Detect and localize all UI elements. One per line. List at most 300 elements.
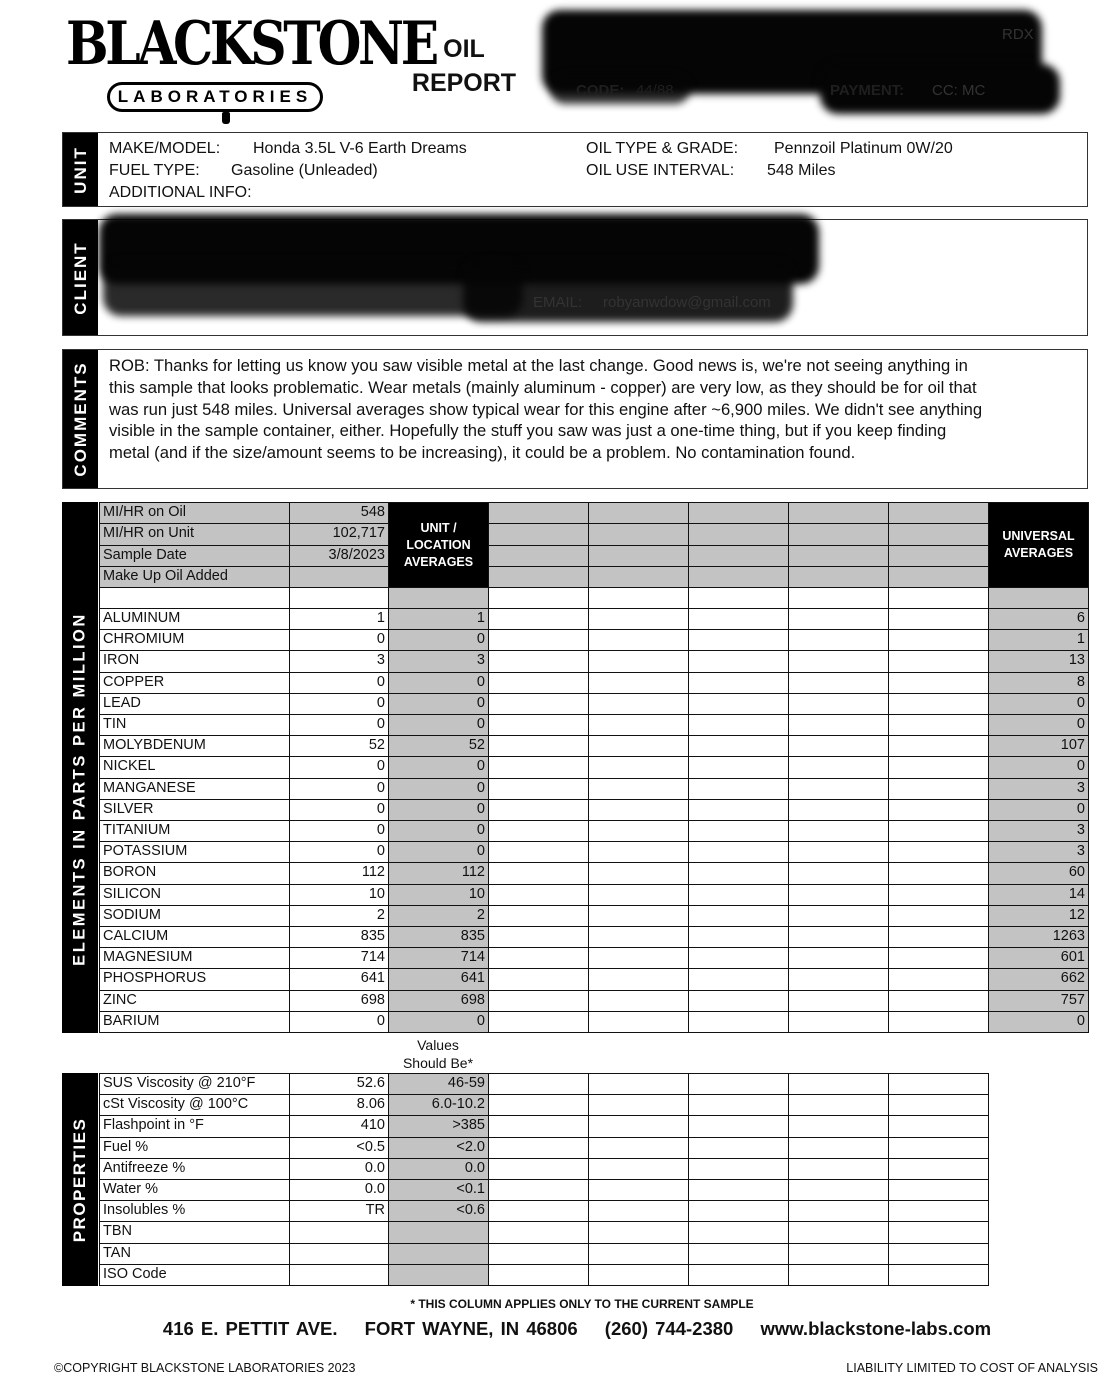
element-history-cell [888,735,989,757]
element-value: 698 [289,990,389,1012]
property-history-cell [888,1158,989,1180]
property-history-cell [788,1243,889,1265]
property-value: 0.0 [289,1179,389,1201]
element-unit-average: 2 [388,905,489,927]
element-history-cell [488,968,589,991]
property-history-cell [588,1200,689,1222]
property-history-cell [488,1115,589,1138]
phone-number: (260) 744-2380 [604,1318,734,1339]
history-sample-info-cell [888,523,989,546]
property-should-be [388,1264,489,1286]
element-universal-average: 0 [988,1011,1089,1033]
element-history-cell [688,799,789,821]
sample-info-label: Make Up Oil Added [99,566,290,588]
property-should-be [388,1243,489,1265]
property-history-cell [688,1221,789,1244]
property-history-cell [688,1264,789,1286]
spacer-cell [688,587,789,609]
property-should-be: 0.0 [388,1158,489,1180]
element-history-cell [888,1011,989,1033]
property-history-cell [688,1137,789,1159]
element-history-cell [488,841,589,863]
property-history-cell [588,1264,689,1286]
element-history-cell [488,884,589,906]
history-sample-info-cell [688,502,789,524]
element-history-cell [688,714,789,736]
liability-notice: LIABILITY LIMITED TO COST OF ANALYSIS [846,1361,1098,1375]
property-history-cell [688,1094,789,1116]
element-value: 0 [289,693,389,715]
element-history-cell [488,905,589,927]
property-history-cell [588,1094,689,1116]
history-sample-info-cell [688,523,789,546]
element-history-cell [688,693,789,715]
property-history-cell [688,1243,789,1265]
property-name: TBN [99,1221,290,1244]
spacer-cell [289,587,389,609]
history-sample-info-cell [788,545,889,567]
spacer-cell [388,587,489,609]
element-history-cell [488,650,589,673]
element-unit-average: 0 [388,693,489,715]
oil-type-label: OIL TYPE & GRADE: [586,140,739,157]
element-history-cell [788,862,889,885]
element-history-cell [588,926,689,948]
element-name: ALUMINUM [99,608,290,630]
spacer-cell [888,587,989,609]
column-footnote: * THIS COLUMN APPLIES ONLY TO THE CURRENT SAMPLE [410,1297,754,1311]
element-history-cell [688,947,789,969]
history-sample-info-cell [488,545,589,567]
report-title-line2: REPORT [411,69,517,97]
element-name: SILICON [99,884,290,906]
element-value: 714 [289,947,389,969]
element-unit-average: 698 [388,990,489,1012]
sample-info-value: 102,717 [289,523,389,546]
element-history-cell [588,650,689,673]
element-history-cell [888,841,989,863]
element-universal-average: 0 [988,799,1089,821]
property-should-be: <2.0 [388,1137,489,1159]
property-history-cell [488,1243,589,1265]
element-history-cell [788,756,889,779]
element-value: 0 [289,778,389,800]
element-history-cell [688,926,789,948]
element-universal-average: 60 [988,862,1089,885]
email-value: robyanwdow@gmail.com [603,294,771,311]
property-history-cell [788,1179,889,1201]
element-name: MOLYBDENUM [99,735,290,757]
element-name: SODIUM [99,905,290,927]
history-sample-info-cell [888,545,989,567]
should-be-header-line2: Should Be* [402,1055,474,1071]
property-value [289,1221,389,1244]
element-unit-average: 0 [388,841,489,863]
property-name: SUS Viscosity @ 210°F [99,1073,290,1095]
element-history-cell [788,820,889,842]
element-history-cell [488,990,589,1012]
element-name: ZINC [99,990,290,1012]
comments-section [62,349,1088,489]
element-history-cell [688,735,789,757]
element-universal-average: 662 [988,968,1089,991]
property-name: Flashpoint in °F [99,1115,290,1138]
oil-interval-value: 548 Miles [767,162,836,179]
element-history-cell [788,693,889,715]
element-history-cell [788,905,889,927]
element-history-cell [788,608,889,630]
element-universal-average: 8 [988,672,1089,694]
property-history-cell [488,1264,589,1286]
element-name: BARIUM [99,1011,290,1033]
property-value: 0.0 [289,1158,389,1180]
sample-info-label: MI/HR on Unit [99,523,290,546]
property-history-cell [488,1179,589,1201]
element-history-cell [588,693,689,715]
properties-section-label-bar [62,1073,98,1286]
element-universal-average: 107 [988,735,1089,757]
property-value [289,1243,389,1265]
property-value: 8.06 [289,1094,389,1116]
element-history-cell [688,820,789,842]
spacer-cell [788,587,889,609]
element-history-cell [888,608,989,630]
property-history-cell [888,1243,989,1265]
element-history-cell [588,735,689,757]
lab-address [0,1318,1114,1340]
street-address: 416 E. PETTIT AVE. [162,1318,338,1339]
property-history-cell [788,1137,889,1159]
copyright-notice: ©COPYRIGHT BLACKSTONE LABORATORIES 2023 [54,1361,356,1375]
history-sample-info-cell [688,545,789,567]
element-value: 835 [289,926,389,948]
element-unit-average: 3 [388,650,489,673]
element-history-cell [888,756,989,779]
element-history-cell [888,947,989,969]
element-history-cell [888,693,989,715]
element-history-cell [788,672,889,694]
client-section-label: CLIENT [70,240,90,315]
element-history-cell [888,884,989,906]
element-value: 0 [289,841,389,863]
property-value: 52.6 [289,1073,389,1095]
property-history-cell [488,1073,589,1095]
element-universal-average: 12 [988,905,1089,927]
element-history-cell [788,799,889,821]
oil-type-value: Pennzoil Platinum 0W/20 [774,140,953,157]
element-universal-average: 0 [988,714,1089,736]
element-history-cell [488,926,589,948]
element-name: CHROMIUM [99,629,290,651]
element-history-cell [588,672,689,694]
element-history-cell [488,756,589,779]
property-history-cell [888,1179,989,1201]
property-history-cell [788,1073,889,1095]
city-state-zip: FORT WAYNE, IN 46806 [364,1318,578,1339]
element-universal-average: 1263 [988,926,1089,948]
element-value: 0 [289,629,389,651]
property-should-be: >385 [388,1115,489,1138]
element-unit-average: 0 [388,756,489,779]
payment-value: CC: MC [932,82,986,99]
element-history-cell [788,714,889,736]
element-history-cell [688,990,789,1012]
element-history-cell [888,905,989,927]
code-value: 44/88 [636,82,674,99]
element-name: COPPER [99,672,290,694]
element-value: 0 [289,714,389,736]
property-value [289,1264,389,1286]
history-sample-info-cell [888,566,989,588]
element-history-cell [588,756,689,779]
element-history-cell [588,714,689,736]
spacer-cell [99,587,290,609]
element-value: 3 [289,650,389,673]
element-unit-average: 0 [388,714,489,736]
element-unit-average: 112 [388,862,489,885]
element-history-cell [888,990,989,1012]
property-history-cell [888,1137,989,1159]
property-history-cell [488,1158,589,1180]
property-history-cell [588,1137,689,1159]
element-history-cell [488,947,589,969]
property-history-cell [688,1179,789,1201]
element-unit-average: 835 [388,926,489,948]
element-unit-average: 714 [388,947,489,969]
history-sample-info-cell [788,502,889,524]
code-label: CODE: [576,82,625,99]
element-history-cell [588,608,689,630]
sample-info-value: 548 [289,502,389,524]
property-history-cell [888,1264,989,1286]
element-history-cell [488,629,589,651]
element-history-cell [888,672,989,694]
element-history-cell [688,672,789,694]
element-universal-average: 0 [988,693,1089,715]
element-history-cell [788,841,889,863]
property-history-cell [688,1073,789,1095]
element-history-cell [788,926,889,948]
property-history-cell [788,1221,889,1244]
property-history-cell [888,1200,989,1222]
element-history-cell [888,629,989,651]
element-history-cell [788,629,889,651]
element-history-cell [588,841,689,863]
property-history-cell [688,1115,789,1138]
element-history-cell [588,905,689,927]
element-history-cell [688,629,789,651]
element-history-cell [588,884,689,906]
property-history-cell [488,1094,589,1116]
history-sample-info-cell [588,502,689,524]
element-name: BORON [99,862,290,885]
property-should-be: <0.1 [388,1179,489,1201]
element-history-cell [488,693,589,715]
element-history-cell [688,862,789,885]
client-section-label-bar [63,220,98,335]
element-universal-average: 6 [988,608,1089,630]
element-unit-average: 0 [388,629,489,651]
element-history-cell [888,968,989,991]
element-history-cell [588,862,689,885]
element-value: 0 [289,1011,389,1033]
property-name: Fuel % [99,1137,290,1159]
property-history-cell [488,1137,589,1159]
element-history-cell [488,672,589,694]
spacer-cell [988,587,1089,609]
property-history-cell [488,1200,589,1222]
sample-info-label: MI/HR on Oil [99,502,290,524]
element-history-cell [888,799,989,821]
element-name: TIN [99,714,290,736]
property-history-cell [588,1158,689,1180]
element-history-cell [788,947,889,969]
logo-subtitle: LABORATORIES [107,82,323,112]
element-value: 0 [289,799,389,821]
property-history-cell [488,1221,589,1244]
property-history-cell [688,1158,789,1180]
element-history-cell [688,905,789,927]
element-history-cell [688,1011,789,1033]
property-history-cell [788,1115,889,1138]
element-unit-average: 10 [388,884,489,906]
property-history-cell [788,1264,889,1286]
comments-section-label-bar [63,350,98,488]
element-unit-average: 0 [388,672,489,694]
element-universal-average: 13 [988,650,1089,673]
element-history-cell [588,778,689,800]
property-history-cell [588,1179,689,1201]
element-universal-average: 601 [988,947,1089,969]
element-unit-average: 1 [388,608,489,630]
spacer-cell [488,587,589,609]
element-unit-average: 641 [388,968,489,991]
history-sample-info-cell [488,566,589,588]
property-history-cell [888,1221,989,1244]
property-history-cell [888,1115,989,1138]
payment-label: PAYMENT: [830,82,905,99]
element-history-cell [788,778,889,800]
report-title [400,32,528,100]
elements-section-label: ELEMENTS IN PARTS PER MILLION [70,611,89,966]
element-history-cell [788,968,889,991]
element-history-cell [488,1011,589,1033]
unit-location-averages-header: UNIT / LOCATION AVERAGES [388,502,489,588]
element-value: 0 [289,756,389,779]
property-should-be: 46-59 [388,1073,489,1095]
history-sample-info-cell [888,502,989,524]
element-unit-average: 52 [388,735,489,757]
property-value: 410 [289,1115,389,1138]
universal-averages-header: UNIVERSAL AVERAGES [988,502,1089,588]
element-history-cell [488,714,589,736]
comments-section-label: COMMENTS [70,361,90,477]
history-sample-info-cell [588,566,689,588]
properties-section-label: PROPERTIES [70,1117,89,1242]
element-history-cell [888,778,989,800]
oil-interval-label: OIL USE INTERVAL: [586,162,735,179]
element-value: 52 [289,735,389,757]
element-history-cell [888,862,989,885]
element-name: TITANIUM [99,820,290,842]
property-name: ISO Code [99,1264,290,1286]
property-history-cell [588,1221,689,1244]
element-history-cell [588,990,689,1012]
sample-info-label: Sample Date [99,545,290,567]
additional-info-label: ADDITIONAL INFO: [109,184,252,201]
property-history-cell [888,1094,989,1116]
property-history-cell [588,1115,689,1138]
property-should-be: <0.6 [388,1200,489,1222]
property-name: TAN [99,1243,290,1265]
property-history-cell [588,1073,689,1095]
element-value: 10 [289,884,389,906]
element-history-cell [488,778,589,800]
element-history-cell [588,629,689,651]
report-title-line1: OIL [443,35,485,63]
element-history-cell [488,799,589,821]
element-history-cell [588,947,689,969]
spacer-cell [588,587,689,609]
client-section [62,219,1088,336]
property-name: Water % [99,1179,290,1201]
element-history-cell [788,884,889,906]
element-history-cell [488,735,589,757]
property-history-cell [788,1094,889,1116]
property-should-be [388,1221,489,1244]
history-sample-info-cell [488,523,589,546]
property-name: Antifreeze % [99,1158,290,1180]
element-name: LEAD [99,693,290,715]
property-history-cell [788,1200,889,1222]
element-history-cell [688,884,789,906]
make-model-value: Honda 3.5L V-6 Earth Dreams [253,140,467,157]
element-name: POTASSIUM [99,841,290,863]
website-link[interactable]: www.blackstone-labs.com [760,1318,992,1339]
history-sample-info-cell [788,523,889,546]
element-unit-average: 0 [388,799,489,821]
element-value: 1 [289,608,389,630]
property-value: <0.5 [289,1137,389,1159]
element-universal-average: 0 [988,756,1089,779]
history-sample-info-cell [788,566,889,588]
property-history-cell [688,1200,789,1222]
element-universal-average: 14 [988,884,1089,906]
element-value: 0 [289,672,389,694]
make-model-label: MAKE/MODEL: [109,140,221,157]
element-history-cell [588,799,689,821]
element-universal-average: 1 [988,629,1089,651]
element-value: 641 [289,968,389,991]
element-history-cell [788,990,889,1012]
element-unit-average: 0 [388,778,489,800]
property-should-be: 6.0-10.2 [388,1094,489,1116]
unit-section-label: UNIT [70,145,90,194]
comment-body: ROB: Thanks for letting us know you saw visible metal at the last change. Good news is, we're not seeing anything in this sample that looks problematic. Wear metals (mainly aluminum - copper) are very low, as they should be for oil that was run just 548 miles. Universal averages show typical wear for this engine after ~6,900 miles. We didn't see anything visible in the sample container, either. Hopefully the stuff you saw was just a one-time thing, but if you keep finding metal (and if the size/amount seems to be increasing), it could be a problem. No contamination found. [109,356,983,463]
element-universal-average: 757 [988,990,1089,1012]
element-unit-average: 0 [388,820,489,842]
email-label: EMAIL: [533,294,583,311]
element-history-cell [688,778,789,800]
element-history-cell [888,650,989,673]
property-value: TR [289,1200,389,1222]
element-history-cell [488,608,589,630]
element-history-cell [688,608,789,630]
elements-section-label-bar [62,502,98,1033]
should-be-header [388,1036,488,1072]
history-sample-info-cell [588,545,689,567]
property-name: cSt Viscosity @ 100°C [99,1094,290,1116]
